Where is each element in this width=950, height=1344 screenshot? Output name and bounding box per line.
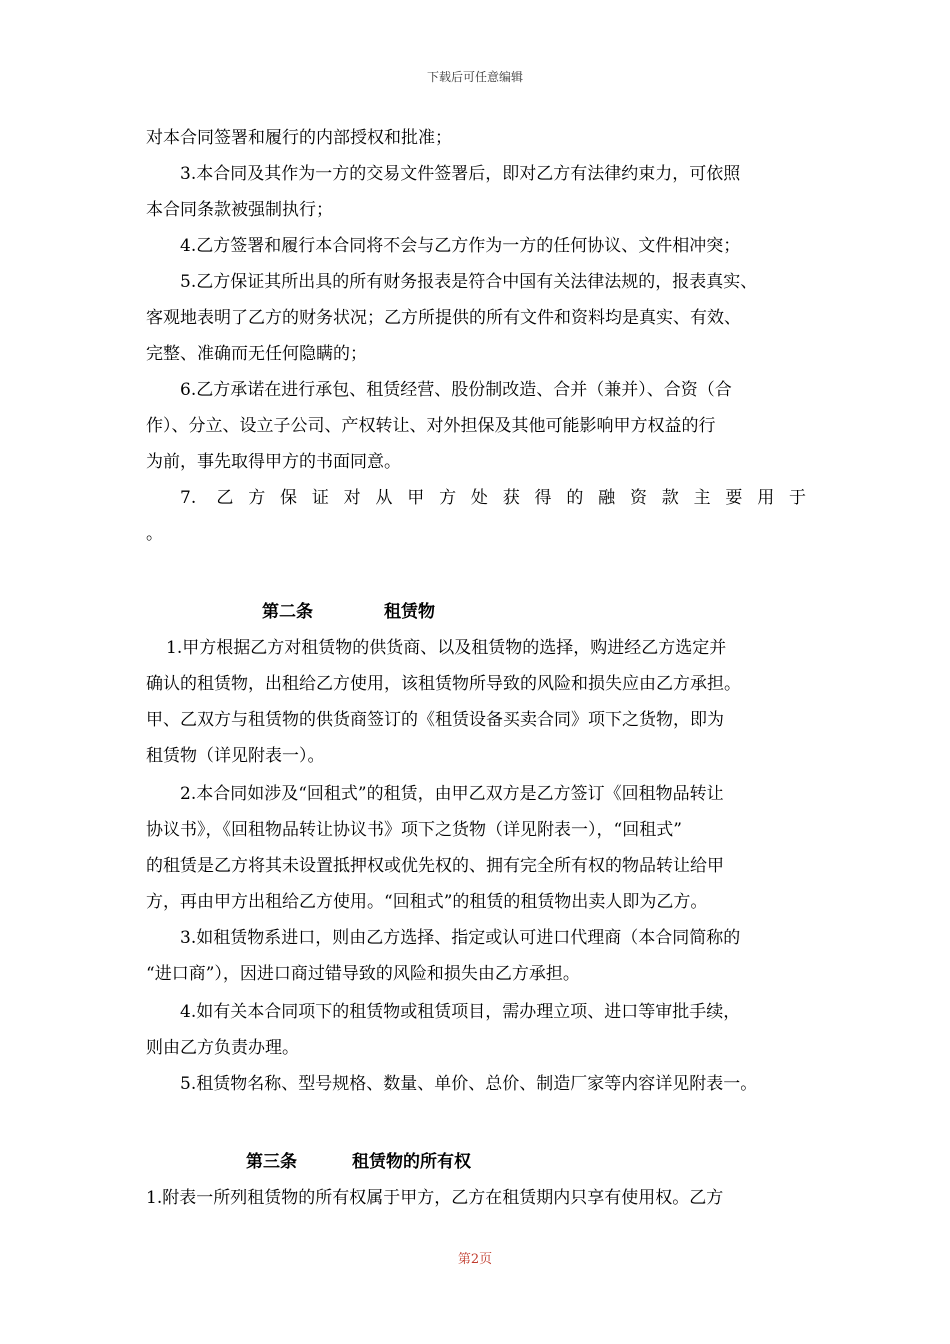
paragraph-line: 作）、分立、设立子公司、产权转让、对外担保及其他可能影响甲方权益的行	[146, 416, 716, 436]
paragraph-line: 1.附表一所列租赁物的所有权属于甲方，乙方在租赁期内只享有使用权。乙方	[146, 1188, 724, 1208]
paragraph-line: 确认的租赁物，出租给乙方使用，该租赁物所导致的风险和损失应由乙方承担。	[146, 674, 741, 694]
paragraph-line: 客观地表明了乙方的财务状况；乙方所提供的所有文件和资料均是真实、有效、	[146, 308, 741, 328]
paragraph-line: 则由乙方负责办理。	[146, 1038, 299, 1058]
paragraph-line: 租赁物（详见附表一）。	[146, 746, 325, 766]
paragraph-line: 3.如租赁物系进口，则由乙方选择、指定或认可进口代理商（本合同简称的	[180, 928, 741, 948]
paragraph-line: 方，再由甲方出租给乙方使用。“回租式”的租赁的租赁物出卖人即为乙方。	[146, 892, 708, 912]
paragraph-line: 的租赁是乙方将其未设置抵押权或优先权的、拥有完全所有权的物品转让给甲	[146, 856, 724, 876]
header-note: 下载后可任意编辑	[426, 70, 523, 84]
paragraph-line: 6.乙方承诺在进行承包、租赁经营、股份制改造、合并（兼并）、合资（合	[180, 380, 732, 400]
paragraph-line: 协议书》，《回租物品转让协议书》项下之货物（详见附表一），“回租式”	[146, 820, 682, 840]
article-3-number: 第三条	[246, 1152, 297, 1172]
paragraph-line: 4.乙方签署和履行本合同将不会与乙方作为一方的任何协议、文件相冲突；	[180, 236, 741, 256]
paragraph-line: 为前，事先取得甲方的书面同意。	[146, 452, 401, 472]
paragraph-line: 3.本合同及其作为一方的交易文件签署后，即对乙方有法律约束力，可依照	[180, 164, 741, 184]
paragraph-line: “进口商”），因进口商过错导致的风险和损失由乙方承担。	[146, 964, 580, 984]
paragraph-line: 7. 乙方保证对从甲方处获得的融资款主要用于	[180, 488, 806, 508]
paragraph-line: 本合同条款被强制执行；	[146, 200, 333, 220]
page-number: 第2页	[457, 1252, 493, 1267]
paragraph-line: 5.乙方保证其所出具的所有财务报表是符合中国有关法律法规的，报表真实、	[180, 272, 758, 292]
article-2-number: 第二条	[262, 602, 313, 622]
paragraph-line: 4.如有关本合同项下的租赁物或租赁项目，需办理立项、进口等审批手续，	[180, 1002, 741, 1022]
paragraph-line: 1.甲方根据乙方对租赁物的供货商、以及租赁物的选择，购进经乙方选定并	[166, 638, 727, 658]
article-3-title: 租赁物的所有权	[352, 1152, 471, 1172]
paragraph-line: 完整、准确而无任何隐瞒的；	[146, 344, 367, 364]
article-2-title: 租赁物	[384, 602, 435, 622]
paragraph-line: 。	[146, 524, 163, 544]
paragraph-line: 5.租赁物名称、型号规格、数量、单价、总价、制造厂家等内容详见附表一。	[180, 1074, 758, 1094]
paragraph-line: 甲、乙双方与租赁物的供货商签订的《租赁设备买卖合同》项下之货物，即为	[146, 710, 724, 730]
paragraph-line: 对本合同签署和履行的内部授权和批准；	[146, 128, 452, 148]
paragraph-line: 2.本合同如涉及“回租式”的租赁，由甲乙双方是乙方签订《回租物品转让	[180, 784, 724, 804]
